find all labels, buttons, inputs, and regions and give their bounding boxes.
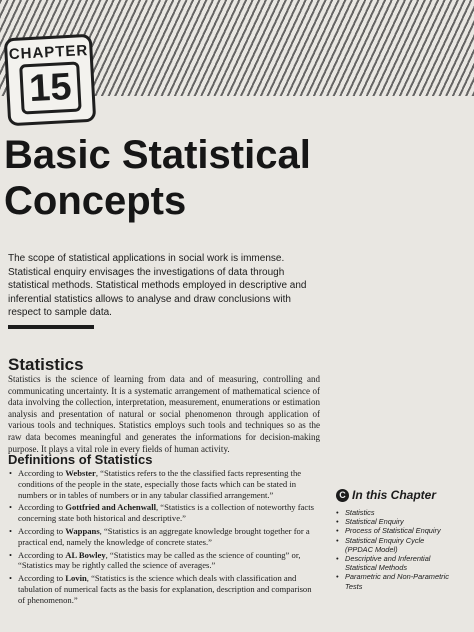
definition-prefix: According to: [18, 573, 66, 584]
chapter-topic-item: (PPDAC Model): [345, 544, 398, 554]
chapter-c-icon: C: [336, 489, 349, 502]
definition-author: Webster: [65, 468, 96, 478]
chapter-topic-item: • Descriptive and Inferential: [336, 554, 470, 563]
definitions-list: [8, 468, 320, 608]
definition-prefix: According to: [18, 549, 66, 560]
in-this-chapter-box: [336, 488, 470, 591]
definition-item: [8, 526, 320, 548]
in-this-chapter-heading: In this Chapter: [352, 488, 437, 502]
definition-item: [8, 573, 320, 605]
definition-item: [8, 502, 320, 524]
definition-text: , “Statistics refers to the the classified facts representing the conditions of the people in the state, especially those facts which can be stated in numbers or in tables of numbers or in any tabular classified arrangement.”: [18, 468, 302, 500]
in-this-chapter-list: [336, 508, 470, 591]
chapter-topic-item: • Parametric and Non-Parametric: [336, 572, 470, 581]
chapter-topic-item: • Statistics: [336, 508, 470, 517]
definition-author: Wappans: [65, 525, 100, 536]
section-divider: [8, 325, 94, 329]
chapter-number: 15: [19, 61, 82, 114]
definition-prefix: According to: [18, 502, 66, 513]
chapter-badge: [4, 34, 96, 126]
chapter-topic-item: • Statistical Enquiry Cycle: [336, 536, 470, 545]
intro-paragraph: The scope of statistical applications in social work is immense. Statistical enquiry envisages the investigations of data through statistical methods. Statistical methods employed in descriptive and inferential statistics allows to analyse and draw conclusions with respect to sample data.: [8, 253, 307, 318]
definition-text: , “Statistics may be called as the science of counting” or, “Statistics may be rightly called the science of averages.”: [18, 549, 301, 571]
definition-item: [8, 468, 320, 500]
statistics-heading: Statistics: [8, 355, 84, 374]
definition-item: [8, 550, 320, 572]
statistics-paragraph: Statistics is the science of learning from data and of measuring, controlling and communicating uncertainty. It is a systematic arrangement of mathematical science of data involving the collection, interpretation, measurement, enumerations or estimation analysis and presentation of natural or social phenomenon through application of various tools and techniques. Statistics employs such tools and techniques so as the raw data becomes meaningful and generates the informations for decision-making purpose. It plays a vital role in every fields of human activity.: [8, 374, 320, 454]
chapter-topic-item: Statistical Methods: [345, 563, 408, 573]
chapter-title: Basic Statistical Concepts: [4, 133, 311, 223]
chapter-topic-item: Tests: [345, 581, 363, 591]
chapter-topic-item: • Statistical Enquiry: [336, 517, 470, 526]
in-this-chapter-header: [336, 488, 470, 502]
definition-text: , “Statistics is an aggregate knowledge brought together for a practical end, namely the knowledge of concrete states.”: [18, 525, 310, 547]
chapter-label: CHAPTER: [8, 41, 89, 64]
definition-author: AL Bowley: [65, 549, 106, 560]
definition-author: Lovin: [65, 573, 87, 584]
definition-author: Gottfried and Achenwall: [65, 502, 156, 513]
definition-text: , “Statistics is the science which deals with classification and tabulation of numerical facts as the basis for explanation, description and comparison of phenomenon.”: [18, 573, 312, 605]
definition-text: , “Statistics is a collection of noteworthy facts concerning state both historical and descriptive.”: [18, 502, 314, 524]
definition-prefix: According to: [18, 468, 66, 478]
definition-prefix: According to: [18, 525, 66, 536]
definitions-heading: Definitions of Statistics: [8, 452, 153, 467]
chapter-topic-item: • Process of Statistical Enquiry: [336, 526, 470, 535]
